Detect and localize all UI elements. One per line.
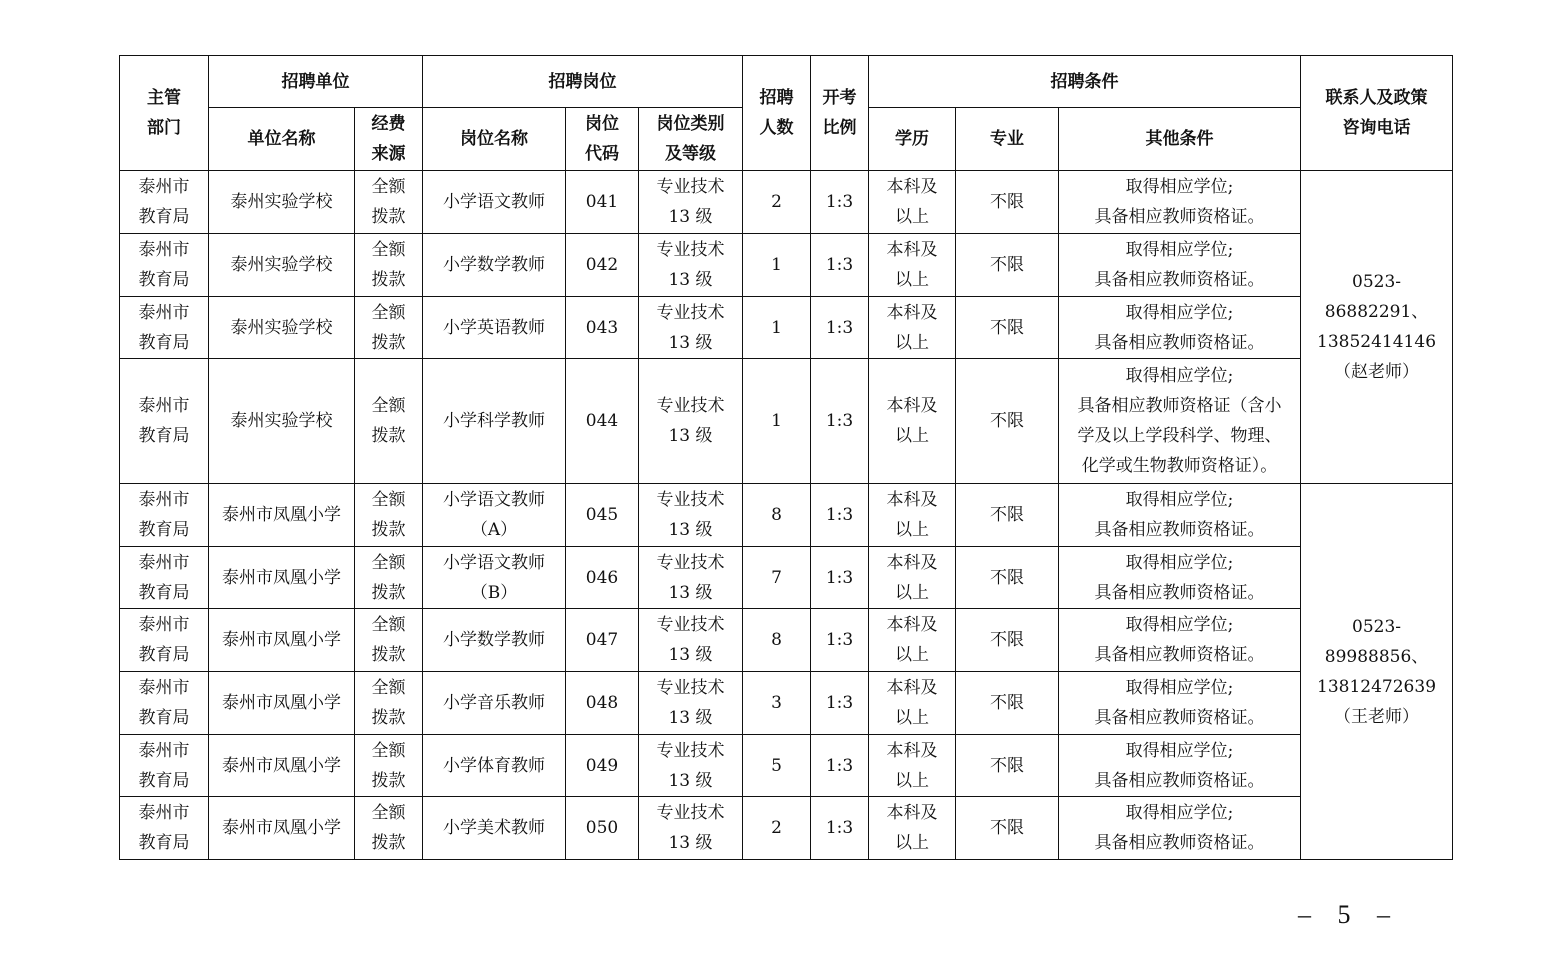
post-level-cell: 专业技术 13 级 [639, 171, 743, 234]
department-cell: 泰州市 教育局 [120, 797, 209, 860]
other-conditions-cell: 取得相应学位; 具备相应教师资格证。 [1059, 484, 1301, 547]
contact-cell: 0523-89988856、 13812472639 （王老师） [1301, 484, 1453, 860]
department-cell: 泰州市 教育局 [120, 735, 209, 797]
other-conditions-cell: 取得相应学位; 具备相应教师资格证。 [1059, 609, 1301, 672]
ratio-cell: 1:3 [811, 171, 869, 234]
count-cell: 8 [743, 609, 811, 672]
header-other: 其他条件 [1059, 108, 1301, 171]
table-row [120, 735, 1453, 797]
header-department: 主管 部门 [120, 56, 209, 171]
major-cell: 不限 [956, 234, 1059, 297]
ratio-cell: 1:3 [811, 609, 869, 672]
department-cell: 泰州市 教育局 [120, 484, 209, 547]
post-level-cell: 专业技术 13 级 [639, 484, 743, 547]
post-name-cell: 小学语文教师 （A） [423, 484, 566, 547]
education-cell: 本科及 以上 [869, 171, 956, 234]
post-level-cell: 专业技术 13 级 [639, 672, 743, 735]
header-major: 专业 [956, 108, 1059, 171]
post-code-cell: 047 [566, 609, 639, 672]
post-level-cell: 专业技术 13 级 [639, 359, 743, 484]
other-conditions-cell: 取得相应学位; 具备相应教师资格证（含小 学及以上学段科学、物理、 化学或生物教师资格证）。 [1059, 359, 1301, 484]
ratio-cell: 1:3 [811, 735, 869, 797]
table-row [120, 797, 1453, 860]
funding-cell: 全额 拨款 [355, 609, 423, 672]
table-body [120, 171, 1453, 860]
count-cell: 5 [743, 735, 811, 797]
funding-cell: 全额 拨款 [355, 359, 423, 484]
post-code-cell: 050 [566, 797, 639, 860]
unit-name-cell: 泰州市凤凰小学 [209, 672, 355, 735]
contact-cell: 0523-86882291、 13852414146 （赵老师） [1301, 171, 1453, 484]
table-row [120, 171, 1453, 234]
header-condition-group: 招聘条件 [869, 56, 1301, 108]
unit-name-cell: 泰州市凤凰小学 [209, 609, 355, 672]
other-conditions-cell: 取得相应学位; 具备相应教师资格证。 [1059, 672, 1301, 735]
post-level-cell: 专业技术 13 级 [639, 234, 743, 297]
unit-name-cell: 泰州实验学校 [209, 297, 355, 359]
unit-name-cell: 泰州实验学校 [209, 359, 355, 484]
post-name-cell: 小学数学教师 [423, 234, 566, 297]
department-cell: 泰州市 教育局 [120, 672, 209, 735]
major-cell: 不限 [956, 547, 1059, 609]
count-cell: 8 [743, 484, 811, 547]
post-level-cell: 专业技术 13 级 [639, 609, 743, 672]
post-code-cell: 041 [566, 171, 639, 234]
post-name-cell: 小学美术教师 [423, 797, 566, 860]
funding-cell: 全额 拨款 [355, 672, 423, 735]
education-cell: 本科及 以上 [869, 359, 956, 484]
education-cell: 本科及 以上 [869, 547, 956, 609]
count-cell: 1 [743, 297, 811, 359]
education-cell: 本科及 以上 [869, 484, 956, 547]
education-cell: 本科及 以上 [869, 234, 956, 297]
major-cell: 不限 [956, 672, 1059, 735]
ratio-cell: 1:3 [811, 297, 869, 359]
table-row [120, 297, 1453, 359]
header-education: 学历 [869, 108, 956, 171]
ratio-cell: 1:3 [811, 672, 869, 735]
post-name-cell: 小学体育教师 [423, 735, 566, 797]
department-cell: 泰州市 教育局 [120, 547, 209, 609]
header-post-level: 岗位类别 及等级 [639, 108, 743, 171]
post-name-cell: 小学英语教师 [423, 297, 566, 359]
header-ratio: 开考 比例 [811, 56, 869, 171]
other-conditions-cell: 取得相应学位; 具备相应教师资格证。 [1059, 297, 1301, 359]
education-cell: 本科及 以上 [869, 609, 956, 672]
post-level-cell: 专业技术 13 级 [639, 797, 743, 860]
table-row [120, 359, 1453, 484]
unit-name-cell: 泰州实验学校 [209, 171, 355, 234]
education-cell: 本科及 以上 [869, 672, 956, 735]
department-cell: 泰州市 教育局 [120, 234, 209, 297]
table-row [120, 484, 1453, 547]
ratio-cell: 1:3 [811, 484, 869, 547]
education-cell: 本科及 以上 [869, 797, 956, 860]
unit-name-cell: 泰州市凤凰小学 [209, 547, 355, 609]
count-cell: 1 [743, 234, 811, 297]
table-row [120, 609, 1453, 672]
post-code-cell: 048 [566, 672, 639, 735]
table-row [120, 547, 1453, 609]
unit-name-cell: 泰州市凤凰小学 [209, 484, 355, 547]
funding-cell: 全额 拨款 [355, 547, 423, 609]
header-unit-name: 单位名称 [209, 108, 355, 171]
header-count: 招聘 人数 [743, 56, 811, 171]
page-number: – 5 – [1298, 900, 1400, 929]
other-conditions-cell: 取得相应学位; 具备相应教师资格证。 [1059, 171, 1301, 234]
funding-cell: 全额 拨款 [355, 797, 423, 860]
table-row [120, 234, 1453, 297]
header-unit-group: 招聘单位 [209, 56, 423, 108]
other-conditions-cell: 取得相应学位; 具备相应教师资格证。 [1059, 797, 1301, 860]
post-name-cell: 小学科学教师 [423, 359, 566, 484]
header-post-group: 招聘岗位 [423, 56, 743, 108]
other-conditions-cell: 取得相应学位; 具备相应教师资格证。 [1059, 234, 1301, 297]
major-cell: 不限 [956, 609, 1059, 672]
ratio-cell: 1:3 [811, 234, 869, 297]
department-cell: 泰州市 教育局 [120, 297, 209, 359]
table-row [120, 672, 1453, 735]
major-cell: 不限 [956, 171, 1059, 234]
post-code-cell: 045 [566, 484, 639, 547]
unit-name-cell: 泰州实验学校 [209, 234, 355, 297]
other-conditions-cell: 取得相应学位; 具备相应教师资格证。 [1059, 547, 1301, 609]
major-cell: 不限 [956, 297, 1059, 359]
post-code-cell: 043 [566, 297, 639, 359]
department-cell: 泰州市 教育局 [120, 359, 209, 484]
funding-cell: 全额 拨款 [355, 484, 423, 547]
major-cell: 不限 [956, 797, 1059, 860]
major-cell: 不限 [956, 735, 1059, 797]
post-level-cell: 专业技术 13 级 [639, 735, 743, 797]
count-cell: 7 [743, 547, 811, 609]
header-contact: 联系人及政策 咨询电话 [1301, 56, 1453, 171]
recruitment-table [119, 55, 1453, 860]
funding-cell: 全额 拨款 [355, 171, 423, 234]
major-cell: 不限 [956, 359, 1059, 484]
post-code-cell: 042 [566, 234, 639, 297]
ratio-cell: 1:3 [811, 547, 869, 609]
major-cell: 不限 [956, 484, 1059, 547]
post-name-cell: 小学语文教师 [423, 171, 566, 234]
post-name-cell: 小学语文教师 （B） [423, 547, 566, 609]
unit-name-cell: 泰州市凤凰小学 [209, 735, 355, 797]
funding-cell: 全额 拨款 [355, 234, 423, 297]
post-name-cell: 小学数学教师 [423, 609, 566, 672]
post-level-cell: 专业技术 13 级 [639, 547, 743, 609]
unit-name-cell: 泰州市凤凰小学 [209, 797, 355, 860]
other-conditions-cell: 取得相应学位; 具备相应教师资格证。 [1059, 735, 1301, 797]
education-cell: 本科及 以上 [869, 297, 956, 359]
post-code-cell: 044 [566, 359, 639, 484]
department-cell: 泰州市 教育局 [120, 609, 209, 672]
funding-cell: 全额 拨款 [355, 735, 423, 797]
count-cell: 2 [743, 171, 811, 234]
header-post-code: 岗位 代码 [566, 108, 639, 171]
ratio-cell: 1:3 [811, 359, 869, 484]
header-post-name: 岗位名称 [423, 108, 566, 171]
header-funding: 经费 来源 [355, 108, 423, 171]
education-cell: 本科及 以上 [869, 735, 956, 797]
ratio-cell: 1:3 [811, 797, 869, 860]
post-code-cell: 049 [566, 735, 639, 797]
department-cell: 泰州市 教育局 [120, 171, 209, 234]
funding-cell: 全额 拨款 [355, 297, 423, 359]
count-cell: 2 [743, 797, 811, 860]
post-level-cell: 专业技术 13 级 [639, 297, 743, 359]
count-cell: 3 [743, 672, 811, 735]
count-cell: 1 [743, 359, 811, 484]
post-name-cell: 小学音乐教师 [423, 672, 566, 735]
post-code-cell: 046 [566, 547, 639, 609]
